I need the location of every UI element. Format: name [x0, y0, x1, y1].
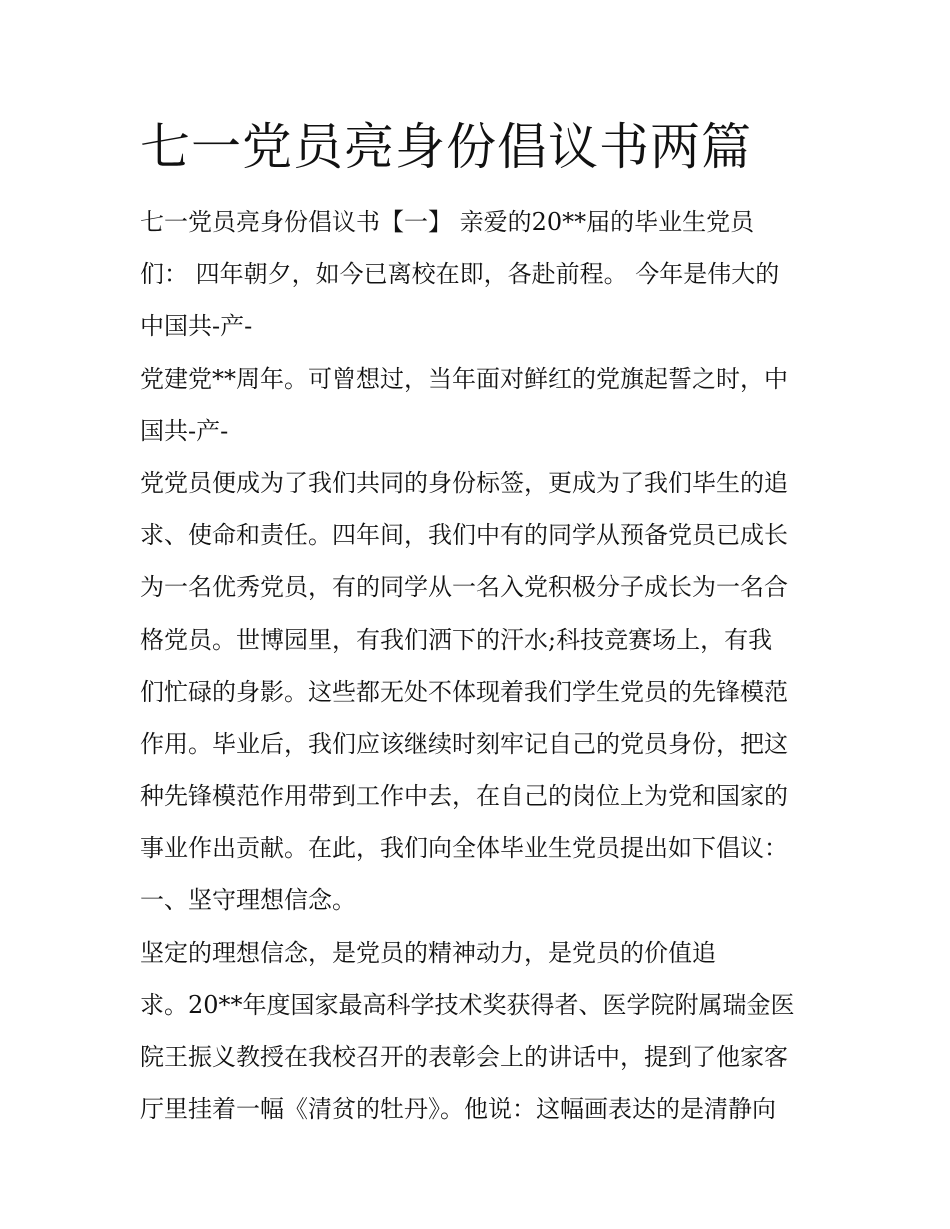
body-line: 为一名优秀党员，有的同学从一名入党积极分子成长为一名合	[140, 573, 788, 602]
body-line: 作用。毕业后，我们应该继续时刻牢记自己的党员身份，把这	[140, 729, 788, 758]
body-line: 格党员。世博园里，有我们洒下的汗水;科技竞赛场上，有我	[140, 625, 773, 654]
body-line: 厅里挂着一幅《清贫的牡丹》。他说：这幅画表达的是清静向	[140, 1095, 776, 1124]
body-line: 们忙碌的身影。这些都无处不体现着我们学生党员的先锋模范	[140, 677, 788, 706]
body-line: 们： 四年朝夕，如今已离校在即，各赴前程。 今年是伟大的	[140, 260, 780, 289]
body-line: 党党员便成为了我们共同的身份标签，更成为了我们毕生的追	[140, 468, 788, 497]
body-line: 求。20**年度国家最高科学技术奖获得者、医学院附属瑞金医	[140, 990, 795, 1019]
body-line: 事业作出贡献。在此，我们向全体毕业生党员提出如下倡议：	[140, 834, 788, 863]
body-line: 坚定的理想信念，是党员的精神动力，是党员的价值追	[140, 938, 716, 967]
section-heading: 一、坚守理想信念。	[140, 886, 356, 915]
body-line: 种先锋模范作用带到工作中去，在自己的岗位上为党和国家的	[140, 782, 788, 811]
document-title: 七一党员亮身份倡议书两篇	[140, 118, 752, 176]
body-line: 国共-产-	[140, 416, 229, 445]
document-body	[140, 196, 820, 1135]
body-line: 院王振义教授在我校召开的表彰会上的讲话中，提到了他家客	[140, 1043, 788, 1071]
body-line: 求、使命和责任。四年间，我们中有的同学从预备党员已成长	[140, 521, 788, 550]
body-line: 七一党员亮身份倡议书【一】 亲爱的20**届的毕业生党员	[140, 208, 755, 236]
body-line: 党建党**周年。可曾想过，当年面对鲜红的党旗起誓之时，中	[140, 364, 788, 393]
body-line: 中国共-产-	[140, 312, 253, 341]
